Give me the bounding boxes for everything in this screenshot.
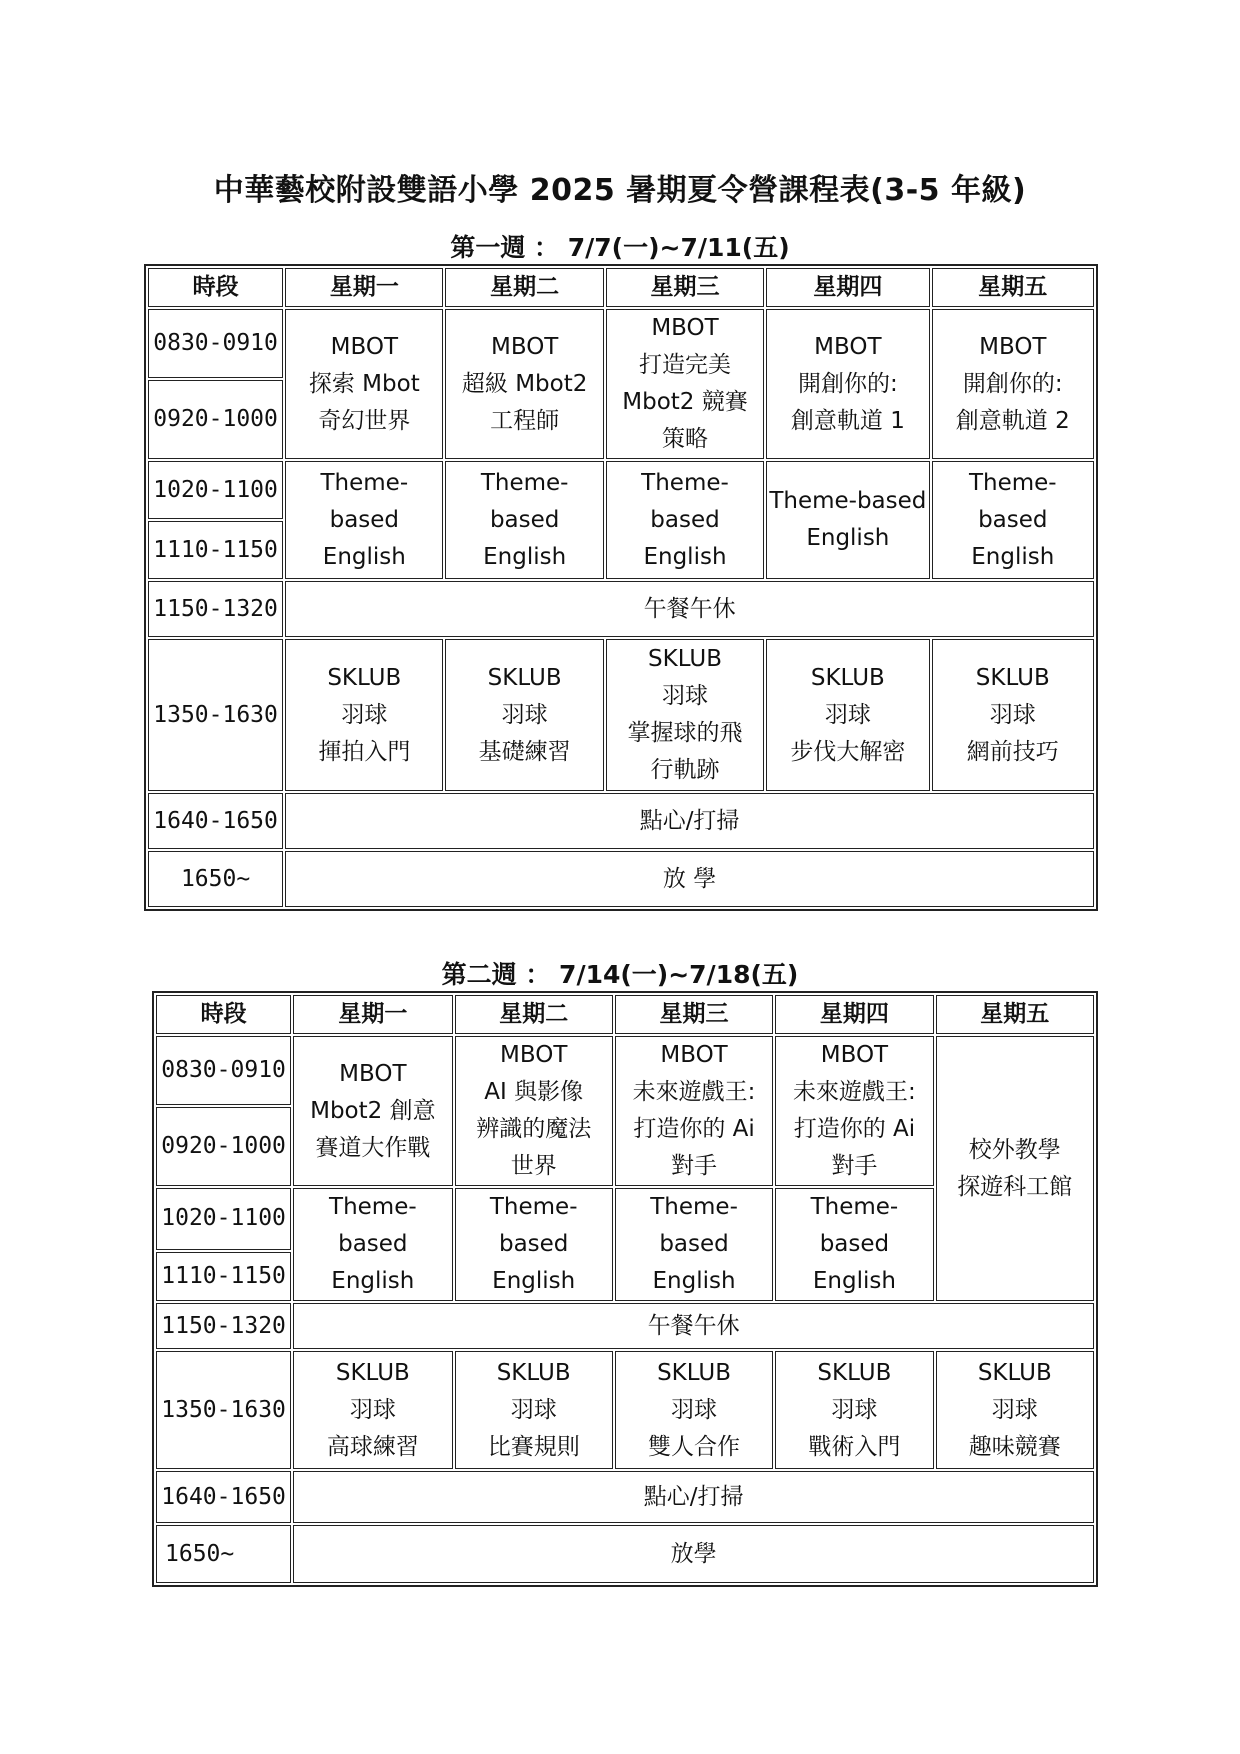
table-row <box>156 1351 1094 1469</box>
time-slot: 1020-1100 <box>148 461 283 519</box>
table-row <box>156 1525 1094 1583</box>
time-slot: 0920-1000 <box>156 1107 291 1186</box>
time-slot: 1150-1320 <box>156 1303 291 1349</box>
time-slot: 0830-0910 <box>156 1036 291 1105</box>
table-row <box>148 461 1094 519</box>
snack-cell: 點心/打掃 <box>285 793 1094 849</box>
page-title: 中華藝校附設雙語小學 2025 暑期夏令營課程表(3-5 年級) <box>213 173 1027 208</box>
sklub-class-cell: SKLUB 羽球 雙人合作 <box>615 1351 773 1469</box>
sklub-class-cell: SKLUB 羽球 趣味競賽 <box>936 1351 1094 1469</box>
mbot-class-cell: MBOT 開創你的: 創意軌道 2 <box>932 309 1094 459</box>
english-class-cell: Theme-based English <box>766 461 929 579</box>
english-class-cell: Theme-based English <box>606 461 764 579</box>
mbot-class-cell: MBOT 打造完美 Mbot2 競賽 策略 <box>606 309 764 459</box>
week2-heading: 第二週 ： 7/14(一)~7/18(五) <box>441 960 799 989</box>
table-row <box>148 793 1094 849</box>
sklub-class-cell: SKLUB 羽球 高球練習 <box>293 1351 452 1469</box>
table-row <box>148 639 1094 791</box>
dismissal-cell: 放 學 <box>285 851 1094 907</box>
table-row <box>148 581 1094 637</box>
time-slot: 0920-1000 <box>148 380 283 459</box>
header-row <box>156 995 1094 1034</box>
table-row <box>156 1036 1094 1105</box>
week2-schedule-table <box>152 991 1098 1587</box>
header-time-slot: 時段 <box>156 995 291 1034</box>
header-wednesday: 星期三 <box>606 268 764 307</box>
lunch-cell: 午餐午休 <box>293 1303 1094 1349</box>
week1-heading: 第一週 ： 7/7(一)~7/11(五) <box>450 233 790 262</box>
time-slot: 1110-1150 <box>156 1252 291 1301</box>
mbot-class-cell: MBOT 探索 Mbot 奇幻世界 <box>285 309 443 459</box>
mbot-class-cell: MBOT AI 與影像 辨識的魔法 世界 <box>455 1036 613 1186</box>
sklub-class-cell: SKLUB 羽球 步伐大解密 <box>766 639 929 791</box>
time-slot: 1640-1650 <box>156 1471 291 1523</box>
table-row <box>156 1303 1094 1349</box>
sklub-class-cell: SKLUB 羽球 揮拍入門 <box>285 639 443 791</box>
english-class-cell: Theme-based English <box>932 461 1094 579</box>
time-slot: 1350-1630 <box>148 639 283 791</box>
sklub-class-cell: SKLUB 羽球 比賽規則 <box>455 1351 613 1469</box>
english-class-cell: Theme-based English <box>455 1188 613 1301</box>
sklub-class-cell: SKLUB 羽球 網前技巧 <box>932 639 1094 791</box>
table-row <box>148 851 1094 907</box>
english-class-cell: Theme-based English <box>293 1188 452 1301</box>
header-tuesday: 星期二 <box>445 268 603 307</box>
mbot-class-cell: MBOT 未來遊戲王: 打造你的 Ai 對手 <box>775 1036 933 1186</box>
time-slot: 1020-1100 <box>156 1188 291 1250</box>
english-class-cell: Theme-based English <box>775 1188 933 1301</box>
week1-schedule-table <box>144 264 1098 911</box>
mbot-class-cell: MBOT 超級 Mbot2 工程師 <box>445 309 603 459</box>
sklub-class-cell: SKLUB 羽球 基礎練習 <box>445 639 603 791</box>
header-wednesday: 星期三 <box>615 995 773 1034</box>
english-class-cell: Theme-based English <box>285 461 443 579</box>
mbot-class-cell: MBOT Mbot2 創意 賽道大作戰 <box>293 1036 452 1186</box>
time-slot: 1640-1650 <box>148 793 283 849</box>
time-slot: 1650~ <box>156 1525 291 1583</box>
lunch-cell: 午餐午休 <box>285 581 1094 637</box>
header-row <box>148 268 1094 307</box>
sklub-class-cell: SKLUB 羽球 戰術入門 <box>775 1351 933 1469</box>
field-trip-cell: 校外教學 探遊科工館 <box>936 1036 1094 1301</box>
header-friday: 星期五 <box>936 995 1094 1034</box>
header-friday: 星期五 <box>932 268 1094 307</box>
sklub-class-cell: SKLUB 羽球 掌握球的飛 行軌跡 <box>606 639 764 791</box>
table-row <box>156 1471 1094 1523</box>
dismissal-cell: 放學 <box>293 1525 1094 1583</box>
header-time-slot: 時段 <box>148 268 283 307</box>
header-thursday: 星期四 <box>766 268 929 307</box>
snack-cell: 點心/打掃 <box>293 1471 1094 1523</box>
header-tuesday: 星期二 <box>455 995 613 1034</box>
mbot-class-cell: MBOT 未來遊戲王: 打造你的 Ai 對手 <box>615 1036 773 1186</box>
time-slot: 1350-1630 <box>156 1351 291 1469</box>
time-slot: 0830-0910 <box>148 309 283 378</box>
header-monday: 星期一 <box>293 995 452 1034</box>
english-class-cell: Theme-based English <box>615 1188 773 1301</box>
mbot-class-cell: MBOT 開創你的: 創意軌道 1 <box>766 309 929 459</box>
table-row <box>148 309 1094 378</box>
header-thursday: 星期四 <box>775 995 933 1034</box>
time-slot: 1110-1150 <box>148 521 283 579</box>
header-monday: 星期一 <box>285 268 443 307</box>
time-slot: 1150-1320 <box>148 581 283 637</box>
time-slot: 1650~ <box>148 851 283 907</box>
english-class-cell: Theme-based English <box>445 461 603 579</box>
